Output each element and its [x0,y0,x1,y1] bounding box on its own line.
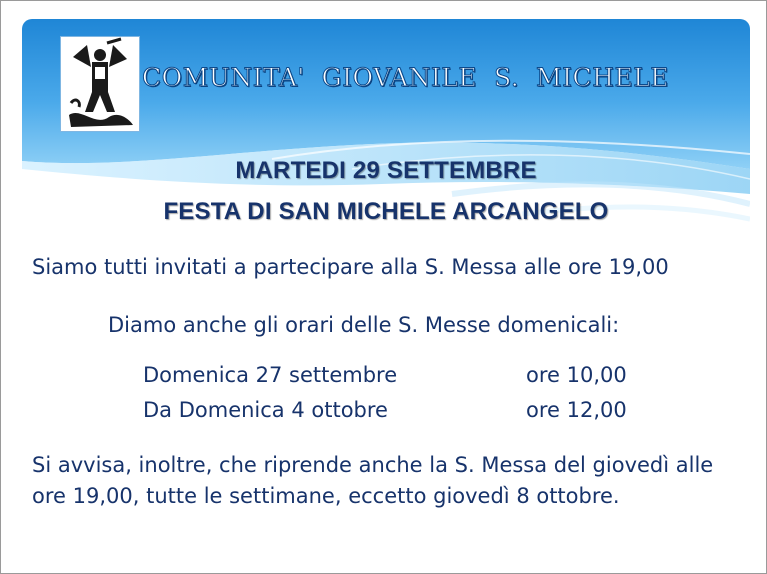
schedule-row-time: ore 12,00 [526,398,627,422]
invitation-text: Siamo tutti invitati a partecipare alla S. Messa alle ore 19,00 [32,255,669,279]
schedule-row-label: Domenica 27 settembre [143,363,398,387]
schedule-heading: Diamo anche gli orari delle S. Messe domenicali: [108,313,620,337]
st-michael-archangel-icon [60,36,140,132]
event-feast-title: FESTA DI SAN MICHELE ARCANGELO [163,198,609,225]
thursday-mass-notice: Si avvisa, inoltre, che riprende anche la S. Messa del giovedì alle ore 19,00, tutte le settimane, eccetto giovedì 8 ottobre. [32,453,714,508]
schedule-row-label: Da Domenica 4 ottobre [143,398,388,422]
event-date-title: MARTEDI 29 SETTEMBRE [235,157,537,184]
announcement-slide [22,19,750,559]
organization-name: COMUNITA' GIOVANILE S. MICHELE [142,63,670,92]
schedule-row-time: ore 10,00 [526,363,627,387]
